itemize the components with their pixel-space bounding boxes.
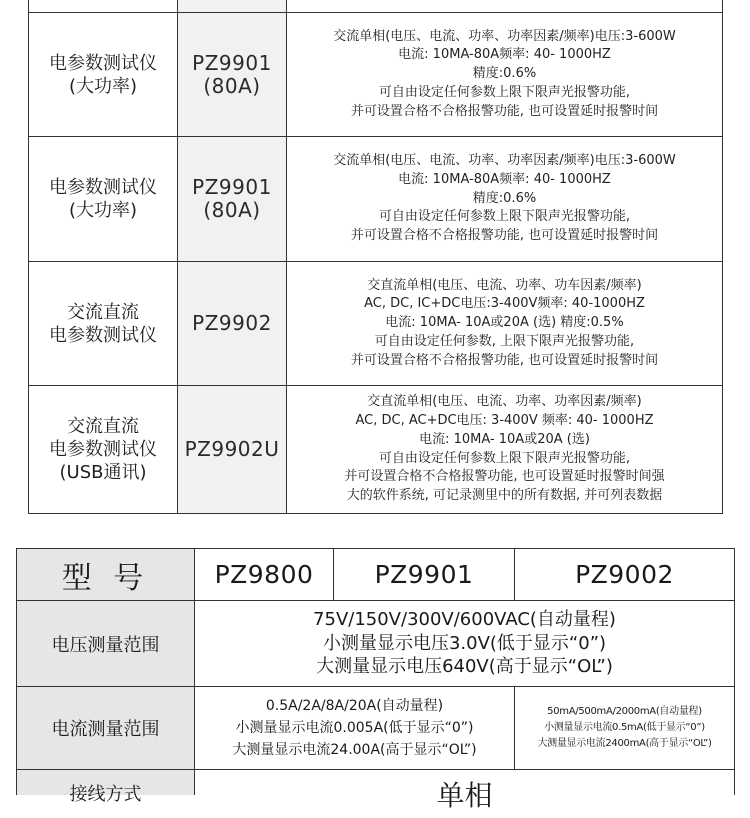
product-model — [178, 386, 286, 513]
current-range-value-right — [515, 687, 734, 769]
product-name-line: 电参数测试仪 — [49, 439, 157, 460]
product-model-line: PZ9901 — [192, 175, 272, 199]
desc-line: 并可设置合格不合格报警功能, 也可设置延时报警时间 — [350, 103, 659, 119]
product-name-line: 电参数测试仪 — [49, 324, 157, 346]
spec-header-label: 型 号 — [61, 560, 150, 596]
desc-line: 精度:0.6% — [472, 66, 537, 82]
wiring-value — [195, 774, 734, 812]
desc-line: 交流单相(电压、电流、功率、功率因素/频率)电压:3-600W — [333, 28, 676, 44]
wiring-label-text: 接线方式 — [69, 784, 142, 805]
voltage-line: 大测量显示电压640V(高于显示“OL”) — [316, 656, 613, 678]
desc-line: 可自由设定任何参数上限下限声光报警功能, — [378, 450, 631, 466]
spec-border-right — [734, 548, 735, 795]
product-description — [287, 137, 722, 261]
product-description — [287, 262, 722, 385]
product-model-line: (80A) — [203, 73, 261, 98]
desc-line: 电流: 10MA-80A频率: 40- 1000HZ — [398, 171, 611, 187]
product-model-line: (80A) — [203, 198, 261, 222]
product-model — [178, 137, 286, 261]
desc-line: 并可设置合格不合格报警功能, 也可设置延时报警时间 — [350, 352, 659, 368]
product-model-line: PZ9902 — [192, 311, 272, 335]
current-line: 大测量显示电流24.00A(高于显示“OL”) — [232, 742, 477, 758]
desc-line: 交流单相(电压、电流、功率、功率因素/频率)电压:3-600W — [333, 153, 676, 169]
spec-model-col: PZ9901 — [374, 560, 474, 589]
spec-model-col: PZ9800 — [214, 560, 314, 589]
spec-model-col: PZ9002 — [575, 560, 674, 589]
desc-line: AC, DC, IC+DC电压:3-400V频率: 40-1000HZ — [364, 296, 645, 312]
product-description — [287, 386, 722, 513]
desc-line: 并可设置合格不合格报警功能, 也可设置延时报警时间强 — [344, 469, 665, 485]
product-name — [29, 386, 177, 513]
voltage-range-value — [195, 601, 734, 686]
current-line: 大测量显示电流2400mA(高于显示“OL”) — [537, 738, 712, 749]
desc-line: 电流: 10MA- 10A或20A (选) 精度:0.5% — [385, 315, 624, 331]
product-name — [29, 137, 177, 261]
current-line: 小测量显示电流0.5mA(低于显示“0”) — [544, 722, 705, 733]
current-line: 50mA/500mA/2000mA(自动量程) — [547, 706, 702, 717]
product-name — [29, 13, 177, 136]
product-name-line: 交流直流 — [67, 301, 139, 323]
voltage-line: 75V/150V/300V/600VAC(自动量程) — [313, 609, 616, 631]
product-model — [178, 262, 286, 385]
current-line: 0.5A/2A/8A/20A(自动量程) — [265, 698, 444, 714]
desc-line: 交直流单相(电压、电流、功率、功率因素/频率) — [367, 394, 642, 410]
product-name-line: 电参数测试仪 — [49, 177, 157, 198]
product-name — [29, 262, 177, 385]
desc-line: 并可设置合格不合格报警功能, 也可设置延时报警时间 — [350, 228, 659, 244]
desc-line: 精度:0.6% — [472, 190, 537, 206]
spec-row-divider — [16, 769, 735, 770]
voltage-range-label: 电压测量范围 — [51, 634, 160, 656]
voltage-line: 小测量显示电压3.0V(低于显示“0”) — [322, 632, 607, 654]
wiring-label — [17, 782, 194, 805]
desc-line: 可自由设定任何参数上限下限声光报警功能, — [378, 209, 631, 225]
product-name-line: 电参数测试仪 — [49, 52, 157, 74]
desc-line: 电流: 10MA- 10A或20A (选) — [419, 431, 590, 447]
product-model-line: PZ9901 — [192, 50, 272, 75]
current-range-label: 电流测量范围 — [51, 719, 160, 740]
product-model-line: PZ9902U — [184, 437, 280, 461]
wiring-value-text: 单相 — [436, 779, 493, 812]
desc-line: 可自由设定任何参数, 上限下限声光报警功能, — [374, 333, 635, 349]
product-name-line: (大功率) — [68, 200, 138, 221]
product-name-line: 交流直流 — [67, 416, 139, 437]
desc-line: AC, DC, AC+DC电压: 3-400V 频率: 40- 1000HZ — [355, 413, 654, 429]
product-name-line: (USB通讯) — [59, 462, 147, 483]
desc-line: 大的软件系统, 可记录测里中的所有数据, 并可列表数据 — [346, 487, 663, 503]
product-description — [287, 13, 722, 136]
table-border-bottom — [28, 513, 723, 514]
table-border-right — [722, 0, 723, 513]
desc-line: 可自由设定任何参数上限下限声光报警功能, — [378, 84, 631, 100]
current-range-value-left — [195, 687, 514, 769]
product-model — [178, 13, 286, 136]
current-line: 小测量显示电流0.005A(低于显示“0”) — [235, 720, 474, 736]
desc-line: 电流: 10MA-80A频率: 40- 1000HZ — [398, 47, 611, 63]
product-name-line: (大功率) — [68, 75, 138, 97]
desc-line: 交直流单相(电压、电流、功率、功车因素/频率) — [367, 277, 642, 293]
